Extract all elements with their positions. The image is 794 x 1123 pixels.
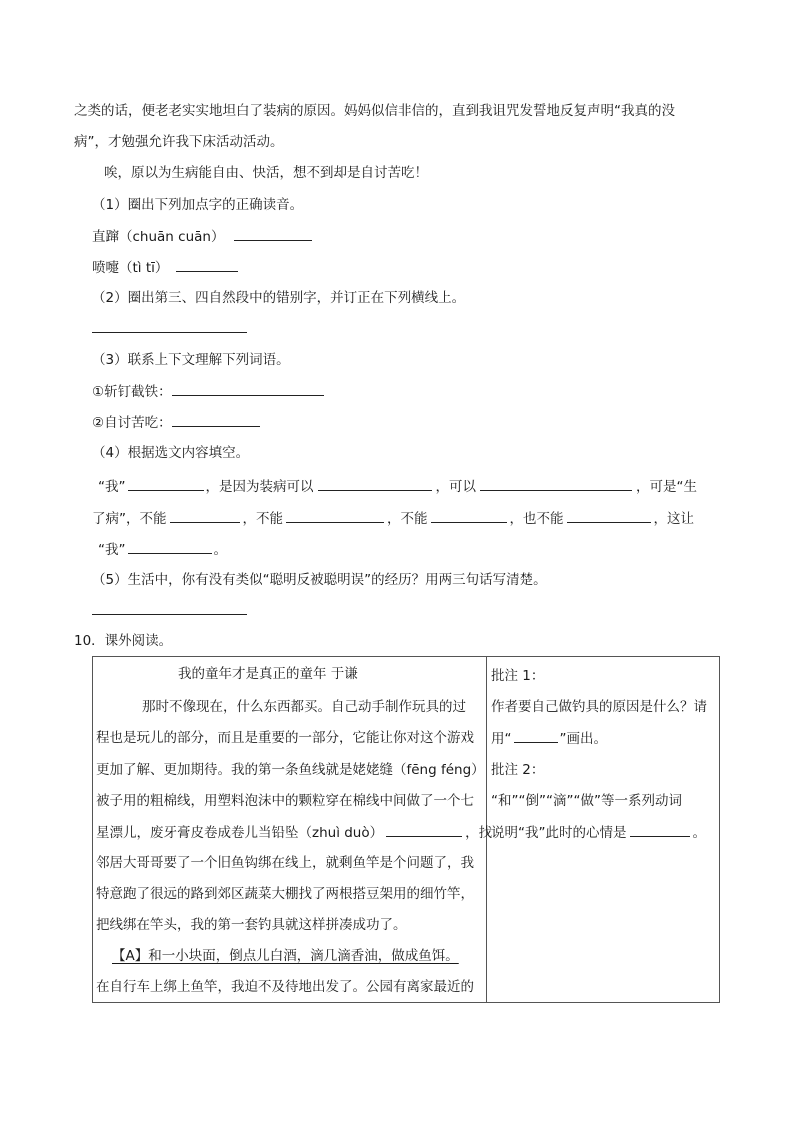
annotation-text: 用“ [491, 731, 512, 747]
annotation-2-line [491, 822, 706, 843]
answer-blank[interactable] [431, 508, 507, 523]
answer-blank[interactable] [172, 381, 324, 396]
question-3a [92, 381, 324, 402]
answer-blank[interactable] [92, 318, 247, 333]
question-3b [92, 412, 260, 433]
passage-line-2: 病”，才勉强允许我下床活动活动。 [74, 134, 284, 150]
q4-text: ，可以 [435, 479, 476, 495]
q4-text: 了病”，不能 [92, 511, 167, 527]
question-2: （2）圈出第三、四自然段中的错别字，并订正在下列横线上。 [92, 290, 466, 306]
article-line: 邻居大哥哥要了一个旧鱼钩绑在线上，就剩鱼竿是个问题了，我 [96, 855, 474, 871]
article-line: 特意跑了很远的路到郊区蔬菜大棚找了两根搭豆架用的细竹竿， [96, 886, 474, 902]
q4-text: ，也不能 [509, 511, 564, 527]
answer-blank[interactable] [318, 476, 432, 491]
passage-line-1: 之类的话，便老老实实地坦白了装病的原因。妈妈似信非信的，直到我诅咒发誓地反复声明“我真的没 [74, 103, 675, 119]
question-4-line-3 [98, 539, 227, 560]
q4-text: ，这让 [653, 511, 694, 527]
q4-text: “我” [98, 479, 126, 495]
answer-blank[interactable] [172, 412, 260, 427]
annotation-1-line: 作者要自己做钓具的原因是什么？请 [491, 699, 707, 715]
question-1a-text: 直蹿（chuān cuān） [92, 229, 225, 245]
annotation-text: 说明“我”此时的心情是 [491, 825, 627, 841]
question-1: （1）圈出下列加点字的正确读音。 [92, 197, 304, 213]
article-text: 星漂儿，废牙膏皮卷成卷儿当铅坠（zhuì duò） [96, 825, 384, 841]
q4-text: ，不能 [387, 511, 428, 527]
article-line: 程也是玩儿的部分，而且是重要的一部分，它能让你对这个游戏 [96, 730, 474, 746]
annotation-2-label: 批注 2： [491, 762, 545, 778]
question-4: （4）根据选文内容填空。 [92, 445, 250, 461]
article-line-underlined: 【A】和一小块面，倒点儿白酒，滴几滴香油，做成鱼饵。 [112, 948, 459, 964]
article-line: 把线绑在竿头，我的第一套钓具就这样拼凑成功了。 [96, 917, 407, 933]
article-text: ，找 [465, 825, 493, 841]
answer-blank[interactable] [386, 822, 462, 837]
article-title: 我的童年才是真正的童年 于谦 [178, 666, 358, 682]
question-3: （3）联系上下文理解下列词语。 [92, 352, 290, 368]
answer-blank[interactable] [176, 257, 238, 272]
answer-blank[interactable] [567, 508, 651, 523]
q4-text: ，是因为装病可以 [205, 479, 314, 495]
answer-blank[interactable] [92, 600, 247, 615]
article-line: 更加了解、更加期待。我的第一条鱼线就是姥姥缝（fēng féng） [96, 762, 485, 778]
q4-text: ，可是“生 [636, 479, 697, 495]
question-5-answer [92, 600, 247, 621]
article-line: 那时不像现在，什么东西都买。自己动手制作玩具的过 [142, 699, 466, 715]
answer-blank[interactable] [128, 476, 204, 491]
answer-blank[interactable] [514, 728, 558, 743]
question-3a-text: ①斩钉截铁： [92, 384, 172, 400]
question-1b [92, 257, 238, 278]
answer-blank[interactable] [286, 508, 384, 523]
annotation-1-line [491, 728, 607, 749]
question-1a [92, 226, 312, 247]
q4-text: 。 [213, 542, 227, 558]
answer-blank[interactable] [170, 508, 240, 523]
answer-blank[interactable] [630, 822, 690, 837]
article-line: 被子用的粗棉线，用塑料泡沫中的颗粒穿在棉线中间做了一个七 [96, 793, 474, 809]
question-5: （5）生活中，你有没有类似“聪明反被聪明误”的经历？用两三句话写清楚。 [92, 572, 547, 588]
question-3b-text: ②自讨苦吃： [92, 415, 172, 431]
article-line [96, 822, 492, 843]
passage-line-3: 唉，原以为生病能自由、快活，想不到却是自讨苦吃！ [104, 165, 428, 181]
annotation-2-line: “和”“倒”“滴”“做”等一系列动词 [491, 793, 682, 809]
annotation-text: 。 [692, 825, 706, 841]
question-4-line-1 [98, 476, 697, 497]
answer-blank[interactable] [480, 476, 632, 491]
question-1b-text: 喷嚏（tì tī） [92, 260, 169, 276]
article-line: 在自行车上绑上鱼竿，我迫不及待地出发了。公园有离家最近的 [96, 979, 474, 995]
q4-text: ，不能 [242, 511, 283, 527]
annotation-1-label: 批注 1： [491, 668, 545, 684]
q4-text: “我” [98, 542, 126, 558]
answer-blank[interactable] [128, 539, 212, 554]
annotation-text: ”画出。 [559, 731, 607, 747]
question-2-answer [92, 318, 247, 339]
question-4-line-2 [92, 508, 694, 529]
answer-blank[interactable] [234, 226, 312, 241]
section-10-heading: 10．课外阅读。 [74, 633, 173, 649]
